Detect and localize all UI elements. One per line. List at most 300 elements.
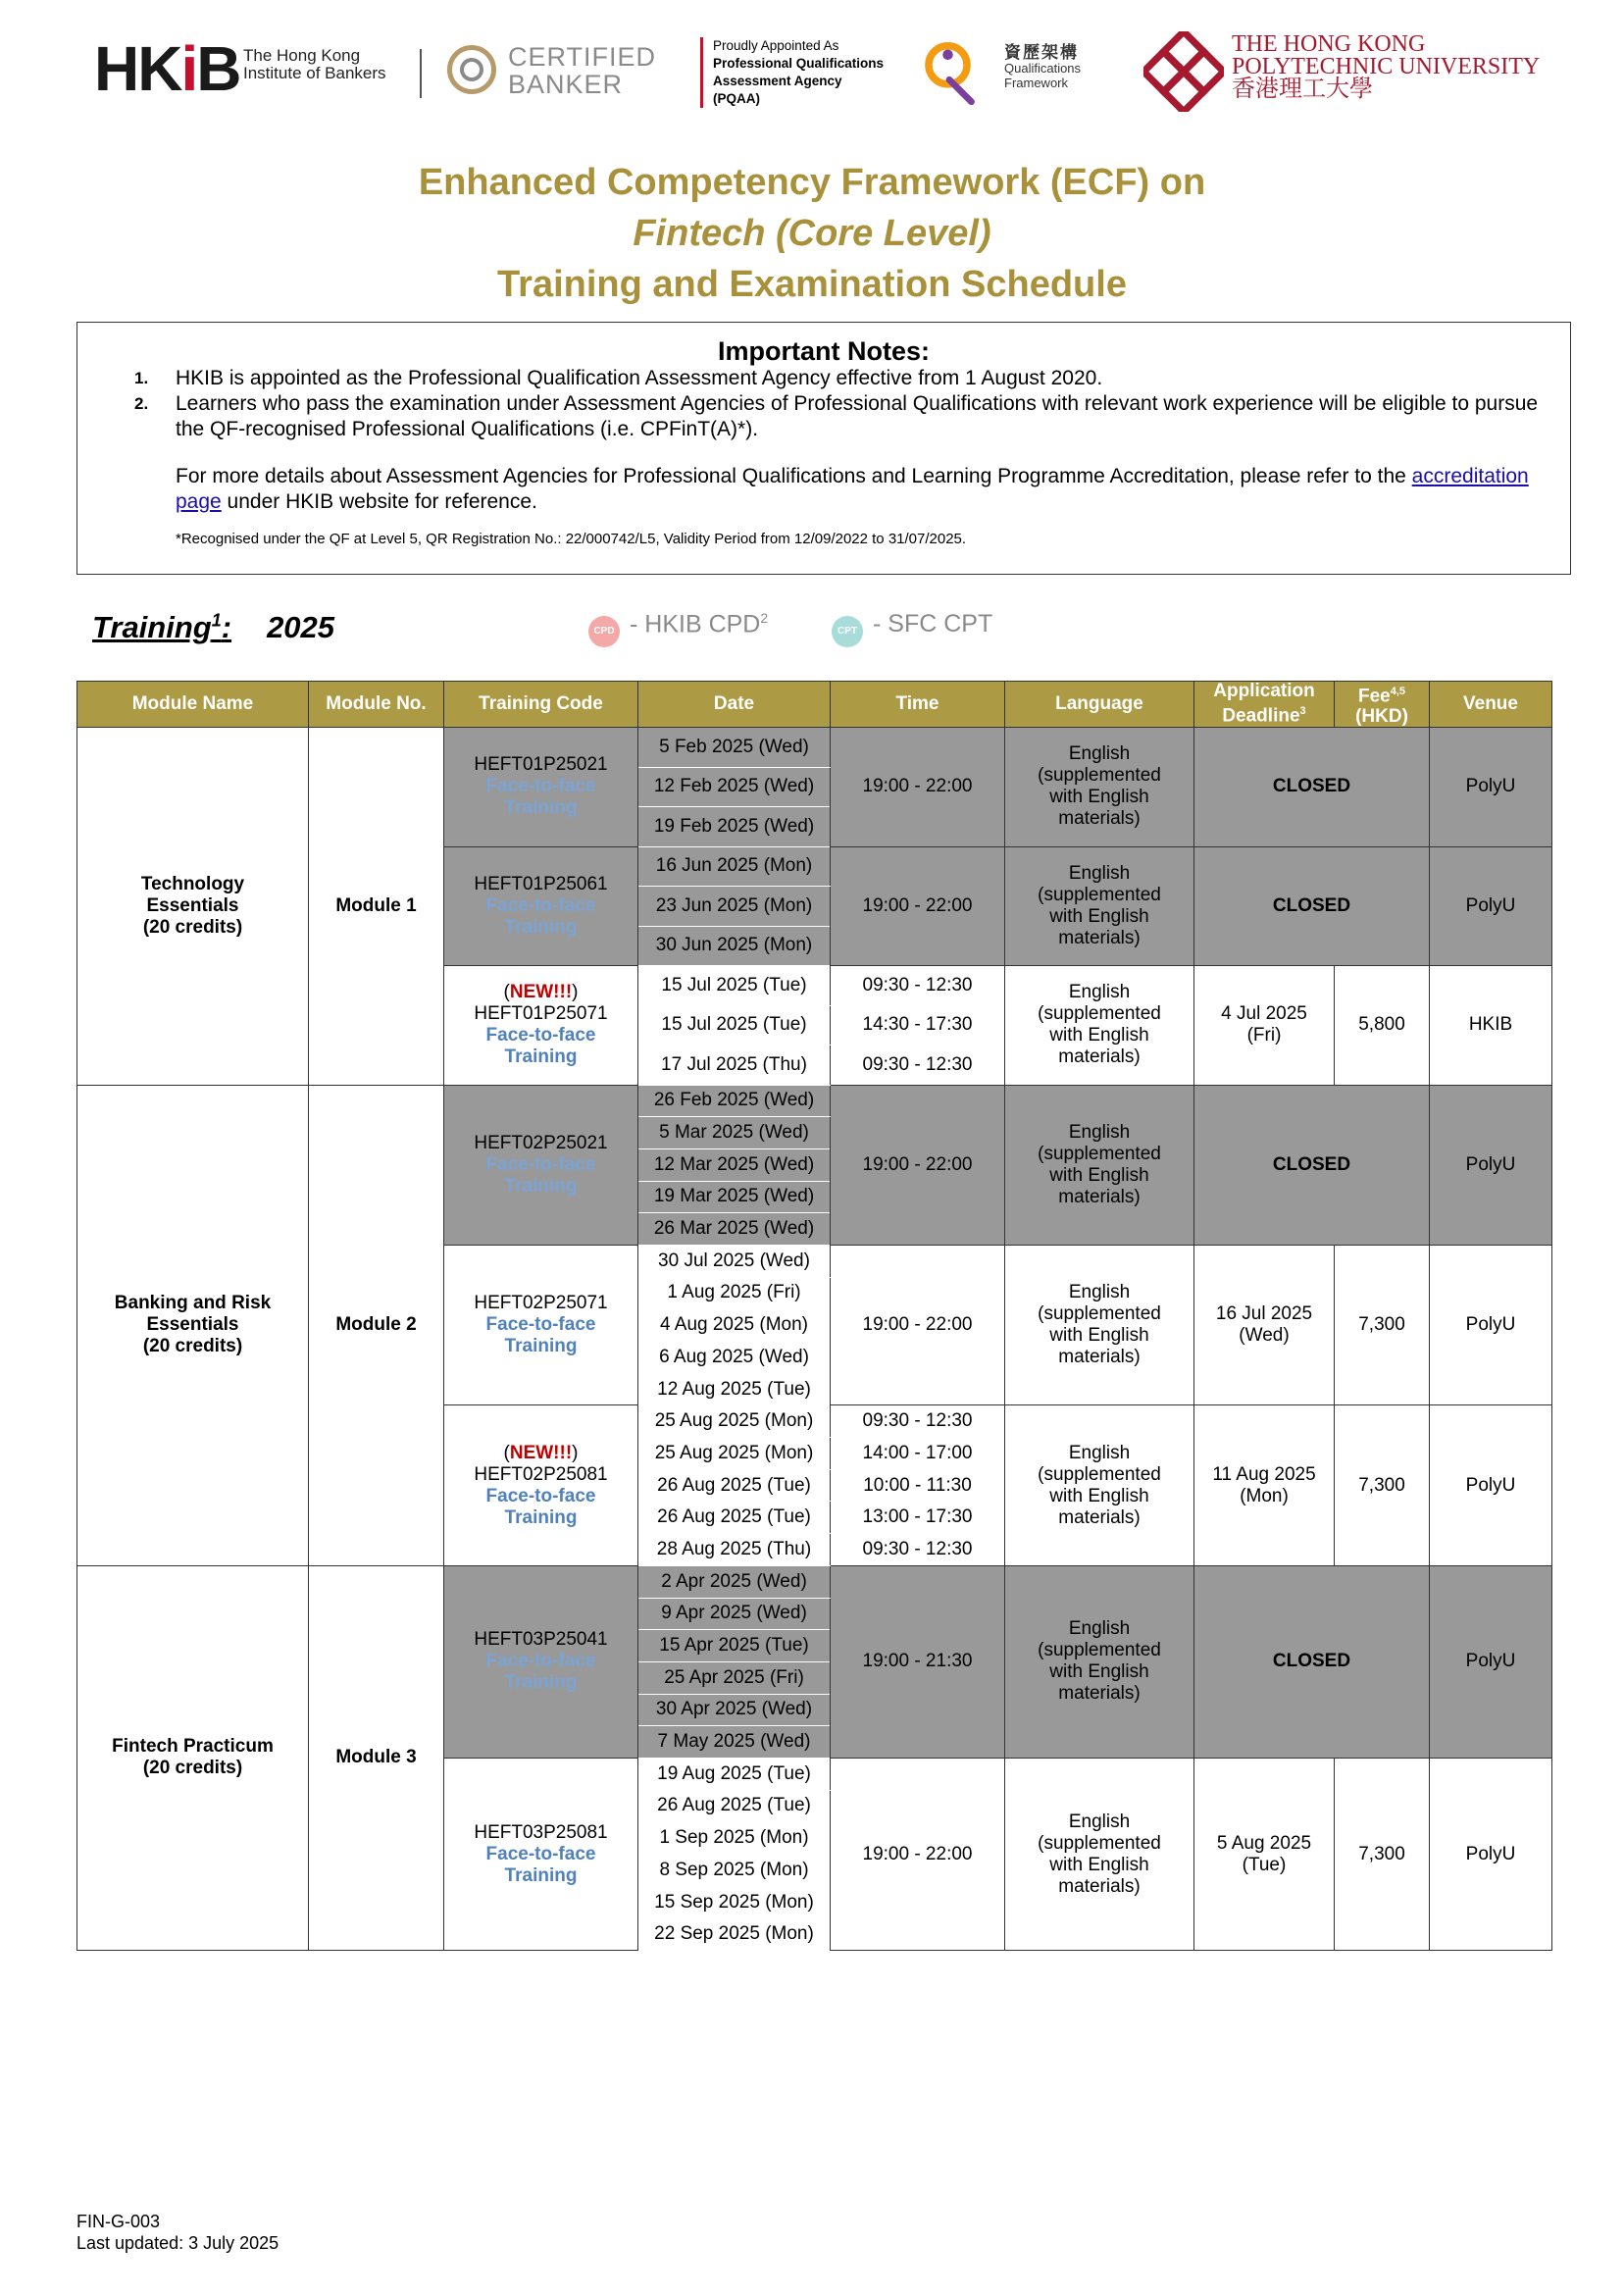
language-line: (supplemented [1038,1303,1161,1325]
time-cell [831,1469,1005,1502]
fee-cell [1335,1758,1430,1950]
fee-value: 5,800 [1358,1014,1405,1036]
date-cell [638,1502,831,1534]
class-date: 15 Jul 2025 (Tue) [661,1014,807,1036]
class-time: 19:00 - 22:00 [862,776,973,797]
hkib-logo [94,33,240,104]
title-line-2: Fintech (Core Level) [633,213,991,254]
qf-en-text: Qualifications Framework [1004,61,1082,90]
class-date: 25 Aug 2025 (Mon) [654,1410,814,1432]
class-date: 26 Aug 2025 (Tue) [657,1795,811,1816]
venue: PolyU [1465,1651,1516,1672]
qf-zh-text: 資歷架構 [1004,43,1079,62]
training-mode-line-2: Training [504,1336,578,1357]
class-time: 19:00 - 22:00 [862,1314,973,1336]
training-mode-line-1: Face-to-face [485,1843,596,1864]
hkib-logo-text: The Hong Kong Institute of Bankers [243,46,386,82]
page-footer [76,2211,279,2254]
date-cell [638,1277,831,1309]
class-date: 23 Jun 2025 (Mon) [655,894,813,916]
training-code: HEFT03P25081 [474,1821,608,1843]
header-language: Language [1005,682,1194,728]
class-time: 14:00 - 17:00 [862,1442,973,1463]
training-mode-line-2: Training [504,916,578,938]
language-line: with English [1049,1854,1149,1875]
deadline-day: (Fri) [1246,1025,1282,1046]
training-code: HEFT01P25021 [474,754,608,776]
language-line: English [1068,1811,1131,1832]
new-badge-open: ( [503,1442,510,1463]
legend-cpd [588,610,768,647]
module-name-line: Essentials [146,894,239,916]
header-time: Time [831,682,1005,728]
module-name-line: Banking and Risk [114,1293,272,1314]
class-date: 30 Jun 2025 (Mon) [655,935,813,956]
training-code-cell [444,846,638,966]
training-year: 2025 [267,610,335,644]
fee-cell [1335,1405,1430,1565]
class-date: 7 May 2025 (Wed) [657,1731,811,1753]
class-date: 15 Sep 2025 (Mon) [654,1891,814,1913]
date-cell [638,1855,831,1887]
language-cell [1005,1085,1194,1245]
date-cell [638,1085,831,1117]
pqaa-line-4: (PQAA) [713,91,760,106]
class-date: 22 Sep 2025 (Mon) [654,1923,814,1945]
header-deadline-text: Application Deadline [1213,681,1315,727]
language-cell [1005,1245,1194,1404]
class-time: 09:30 - 12:30 [862,975,973,995]
legend-cpt [832,610,992,647]
qf-logo [920,31,1082,120]
date-cell [638,1181,831,1213]
training-code-cell [444,1405,638,1565]
new-badge-text: NEW!!! [509,982,573,1003]
class-date: 8 Sep 2025 (Mon) [659,1859,809,1880]
qf-logo-text [1004,45,1081,90]
cpd-icon: CPD [588,616,620,647]
date-cell [638,1005,831,1046]
legend-cpt-text: - SFC CPT [873,610,993,638]
deadline-cell [1194,1758,1335,1950]
training-label [92,610,231,644]
class-date: 28 Aug 2025 (Thu) [656,1538,812,1559]
table-row [77,1565,1552,1598]
date-cell [638,1245,831,1277]
class-time: 19:00 - 22:00 [862,1843,973,1864]
class-time: 09:30 - 12:30 [862,1053,973,1075]
training-mode-line-2: Training [504,1506,578,1528]
venue-cell [1430,1245,1552,1404]
class-date: 25 Apr 2025 (Fri) [664,1666,804,1688]
language-line: English [1068,1442,1131,1463]
date-cell [638,887,831,927]
module-no-cell [309,1565,444,1950]
date-cell [638,1148,831,1181]
new-badge-close: ) [572,1442,579,1463]
time-cell [831,1405,1005,1438]
legend-cpd-sup: 2 [760,610,769,626]
class-date: 26 Mar 2025 (Wed) [653,1218,815,1240]
date-cell [638,1661,831,1694]
note-text: HKIB is appointed as the Professional Qualification Assessment Agency effective from 1 August 2020. [176,367,1103,389]
language-line: materials) [1058,1186,1141,1207]
training-mode-line-1: Face-to-face [485,776,596,797]
training-mode-line-1: Face-to-face [485,1025,596,1046]
venue: PolyU [1465,1314,1516,1336]
date-cell [638,1405,831,1438]
module-name-line: Fintech Practicum [112,1736,274,1758]
venue: PolyU [1465,1474,1516,1496]
date-cell [638,728,831,768]
polyu-logo-text: THE HONG KONG POLYTECHNIC UNIVERSITY 香港理工大學 [1232,31,1541,102]
module-name-line: (20 credits) [142,1758,243,1779]
venue: PolyU [1465,1153,1516,1175]
class-time: 13:00 - 17:30 [862,1506,973,1528]
class-time: 19:00 - 22:00 [862,894,973,916]
status-cell [1194,728,1430,847]
status-cell [1194,1085,1430,1245]
page-title [0,157,1624,310]
language-line: materials) [1058,1875,1141,1897]
language-cell [1005,846,1194,966]
class-date: 19 Aug 2025 (Tue) [657,1762,811,1784]
time-cell [831,1438,1005,1470]
class-date: 4 Aug 2025 (Mon) [659,1314,809,1336]
language-line: materials) [1058,1683,1141,1705]
training-label-colon: : [221,610,232,644]
date-cell [638,1758,831,1790]
note-number: 2. [134,394,149,413]
class-time: 19:00 - 21:30 [862,1651,973,1672]
module-no-cell [309,1085,444,1565]
venue-cell [1430,846,1552,966]
venue: HKIB [1468,1014,1513,1036]
date-cell [638,1822,831,1855]
class-date: 15 Apr 2025 (Tue) [659,1635,809,1657]
fee-value: 7,300 [1358,1843,1405,1864]
training-code: HEFT02P25021 [474,1132,608,1153]
fee-cell [1335,1245,1430,1404]
language-cell [1005,966,1194,1086]
training-code-cell [444,1758,638,1950]
note-text: Learners who pass the examination under Assessment Agencies of Professional Qualifications with relevant work experience will be eligible to pursue the QF-recognised Professional Qualifications (i.e. CPFinT(A)*). [176,392,1539,440]
training-code: HEFT01P25061 [474,873,608,894]
language-line: English [1068,982,1131,1003]
deadline-day: (Mon) [1240,1485,1289,1506]
venue-cell [1430,966,1552,1086]
time-cell [831,1502,1005,1534]
venue-cell [1430,728,1552,847]
date-cell [638,1309,831,1342]
new-badge-close: ) [572,982,579,1003]
module-name-line: (20 credits) [142,916,243,938]
module-no: Module 2 [335,1314,417,1336]
language-cell [1005,1405,1194,1565]
note-item-2 [77,391,1570,442]
class-time: 09:30 - 12:30 [862,1538,973,1559]
deadline-day: (Wed) [1239,1325,1290,1347]
hkib-logo-mark: HKiB [94,33,240,104]
venue: PolyU [1465,1843,1516,1864]
date-cell [638,1342,831,1374]
cpt-icon: CPT [832,616,863,647]
class-date: 1 Aug 2025 (Fri) [667,1282,801,1303]
last-updated: Last updated: 3 July 2025 [76,2233,279,2253]
date-cell [638,1213,831,1246]
module-name-cell [77,1085,309,1565]
venue: PolyU [1465,894,1516,916]
language-line: materials) [1058,1506,1141,1528]
language-line: (supplemented [1038,1463,1161,1485]
class-time: 10:00 - 11:30 [863,1474,972,1496]
date-cell [638,1630,831,1662]
date-cell [638,767,831,807]
time-cell [831,1005,1005,1046]
deadline-date: 5 Aug 2025 [1216,1832,1312,1854]
date-cell [638,1117,831,1149]
date-cell [638,1469,831,1502]
language-line: English [1068,1618,1131,1640]
time-cell [831,728,1005,847]
header-venue: Venue [1430,682,1552,728]
module-name-line: Technology [140,873,245,894]
header-deadline-sup: 3 [1299,705,1306,718]
table-row [77,1085,1552,1117]
status-closed: CLOSED [1272,1651,1351,1672]
class-date: 1 Sep 2025 (Mon) [659,1827,809,1849]
title-line-3: Training and Examination Schedule [497,264,1127,305]
module-no: Module 1 [335,894,417,916]
pqaa-line-2: Professional Qualifications [713,56,885,71]
module-no: Module 3 [335,1747,417,1768]
language-line: (supplemented [1038,1640,1161,1661]
date-cell [638,1790,831,1822]
class-date: 12 Aug 2025 (Tue) [657,1378,811,1400]
training-code: HEFT02P25081 [474,1463,608,1485]
qf-logo-icon [920,37,979,106]
venue-cell [1430,1405,1552,1565]
module-no-cell [309,728,444,1086]
class-date: 26 Aug 2025 (Tue) [657,1506,811,1528]
class-date: 9 Apr 2025 (Wed) [661,1603,807,1624]
date-cell [638,846,831,887]
fee-value: 7,300 [1358,1314,1405,1336]
schedule-body [77,728,1552,1951]
training-mode-line-2: Training [504,1175,578,1197]
class-date: 30 Apr 2025 (Wed) [655,1699,813,1720]
language-line: English [1068,1121,1131,1143]
time-cell [831,1565,1005,1758]
header-fee [1335,682,1430,728]
language-line: materials) [1058,1347,1141,1368]
header-fee-unit: (HKD) [1355,705,1408,727]
class-date: 6 Aug 2025 (Wed) [659,1346,809,1367]
time-cell [831,1085,1005,1245]
language-line: with English [1049,1025,1149,1046]
language-line: English [1068,743,1131,765]
date-cell [638,966,831,1006]
language-line: with English [1049,905,1149,927]
time-cell [831,966,1005,1006]
training-heading [92,610,334,645]
training-code-cell [444,1085,638,1245]
header-deadline [1194,682,1335,728]
fee-value: 7,300 [1358,1474,1405,1496]
header-module-no: Module No. [309,682,444,728]
language-line: (supplemented [1038,1143,1161,1164]
date-cell [638,1726,831,1759]
date-cell [638,1438,831,1470]
fee-cell [1335,966,1430,1086]
training-code-cell [444,1565,638,1758]
status-cell [1194,846,1430,966]
more-info-text-end: under HKIB website for reference. [221,490,537,513]
date-cell [638,1918,831,1951]
class-date: 12 Mar 2025 (Wed) [653,1153,815,1175]
note-item-1 [77,366,1570,391]
new-badge-open: ( [503,982,510,1003]
module-name-cell [77,728,309,1086]
language-line: with English [1049,1164,1149,1186]
class-date: 25 Aug 2025 (Mon) [654,1442,814,1463]
date-cell [638,807,831,847]
class-date: 2 Apr 2025 (Wed) [661,1570,807,1592]
notes-fine-print: *Recognised under the QF at Level 5, QR Registration No.: 22/000742/L5, Validity Period from 12/09/2022 to 31/07/2025. [176,531,967,547]
language-line: with English [1049,787,1149,808]
deadline-cell [1194,1245,1335,1404]
language-line: (supplemented [1038,1003,1161,1025]
deadline-date: 16 Jul 2025 [1215,1303,1313,1325]
class-time: 19:00 - 22:00 [862,1153,973,1175]
module-name-line: (20 credits) [142,1336,243,1357]
pqaa-line-3: Assessment Agency [713,74,842,88]
date-cell [638,1046,831,1086]
status-closed: CLOSED [1272,776,1351,797]
training-code-cell [444,966,638,1086]
title-line-1: Enhanced Competency Framework (ECF) on [418,162,1206,203]
deadline-cell [1194,966,1335,1086]
time-cell [831,846,1005,966]
training-mode-line-2: Training [504,1864,578,1886]
status-closed: CLOSED [1272,894,1351,916]
header-fee-sup: 4,5 [1390,686,1406,698]
deadline-date: 4 Jul 2025 [1221,1003,1307,1025]
schedule-table [76,681,1552,1951]
more-info-text: For more details about Assessment Agencies for Professional Qualifications and Learning Programme Accreditation, please refer to the [176,465,1412,487]
language-line: (supplemented [1038,1832,1161,1854]
time-cell [831,1758,1005,1950]
pqaa-line-1: Proudly Appointed As [713,38,839,53]
logo-divider [420,49,422,98]
new-badge [448,1443,634,1464]
language-cell [1005,1758,1194,1950]
date-cell [638,1565,831,1598]
deadline-day: (Tue) [1242,1854,1287,1875]
training-mode-line-1: Face-to-face [485,1153,596,1175]
new-badge [448,982,634,1003]
training-label-text: Training [92,610,212,644]
table-row [77,728,1552,768]
class-date: 26 Feb 2025 (Wed) [653,1090,815,1111]
class-date: 5 Mar 2025 (Wed) [659,1122,809,1144]
language-line: English [1068,862,1131,884]
note-number: 1. [134,369,149,387]
training-code: HEFT02P25071 [474,1293,608,1314]
class-date: 19 Feb 2025 (Wed) [653,815,815,837]
class-date: 12 Feb 2025 (Wed) [653,776,815,797]
form-code: FIN-G-003 [76,2212,161,2231]
header-logos [88,29,1549,118]
class-date: 30 Jul 2025 (Wed) [658,1250,810,1271]
time-cell [831,1534,1005,1566]
certified-banker-text: CERTIFIED BANKER [508,42,657,99]
class-date: 19 Mar 2025 (Wed) [653,1186,815,1207]
polyu-logo [1143,29,1555,118]
training-mode-line-1: Face-to-face [485,1651,596,1672]
header-fee-text: Fee [1357,686,1391,707]
legend-cpd-text: - HKIB CPD [630,610,761,638]
deadline-date: 11 Aug 2025 [1212,1463,1316,1485]
module-name-line: Essentials [146,1314,239,1336]
status-cell [1194,1565,1430,1758]
venue-cell [1430,1565,1552,1758]
accreditation-page-link[interactable]: accreditation page [176,465,1529,513]
time-cell [831,1245,1005,1404]
language-line: materials) [1058,808,1141,830]
training-code-cell [444,1245,638,1404]
status-closed: CLOSED [1272,1153,1351,1175]
language-line: with English [1049,1485,1149,1506]
class-time: 09:30 - 12:30 [862,1410,973,1432]
training-label-sup: 1 [211,610,222,631]
new-badge-text: NEW!!! [509,1442,573,1463]
date-cell [638,1534,831,1566]
date-cell [638,1373,831,1405]
class-date: 17 Jul 2025 (Thu) [661,1053,807,1075]
date-cell [638,926,831,966]
language-cell [1005,728,1194,847]
date-cell [638,1694,831,1726]
training-mode-line-1: Face-to-face [485,1314,596,1336]
certified-banker-icon [447,45,496,94]
time-cell [831,1046,1005,1086]
training-code: HEFT01P25071 [474,1003,608,1025]
header-training-code: Training Code [444,682,638,728]
language-line: materials) [1058,927,1141,948]
training-mode-line-1: Face-to-face [485,1485,596,1506]
class-date: 5 Feb 2025 (Wed) [659,736,809,757]
language-line: materials) [1058,1046,1141,1068]
training-mode-line-2: Training [504,1672,578,1694]
deadline-cell [1194,1405,1335,1565]
header-module-name: Module Name [77,682,309,728]
table-header-row [77,682,1552,728]
notes-heading: Important Notes: [718,336,930,366]
venue: PolyU [1465,776,1516,797]
training-code: HEFT03P25041 [474,1629,608,1651]
language-line: (supplemented [1038,884,1161,905]
class-date: 26 Aug 2025 (Tue) [657,1474,811,1496]
important-notes-box [76,322,1571,575]
training-code-cell [444,728,638,847]
training-mode-line-2: Training [504,797,578,819]
language-line: English [1068,1282,1131,1303]
pqaa-badge [700,37,909,108]
language-line: with English [1049,1661,1149,1683]
training-mode-line-1: Face-to-face [485,894,596,916]
notes-more-info [77,464,1570,515]
